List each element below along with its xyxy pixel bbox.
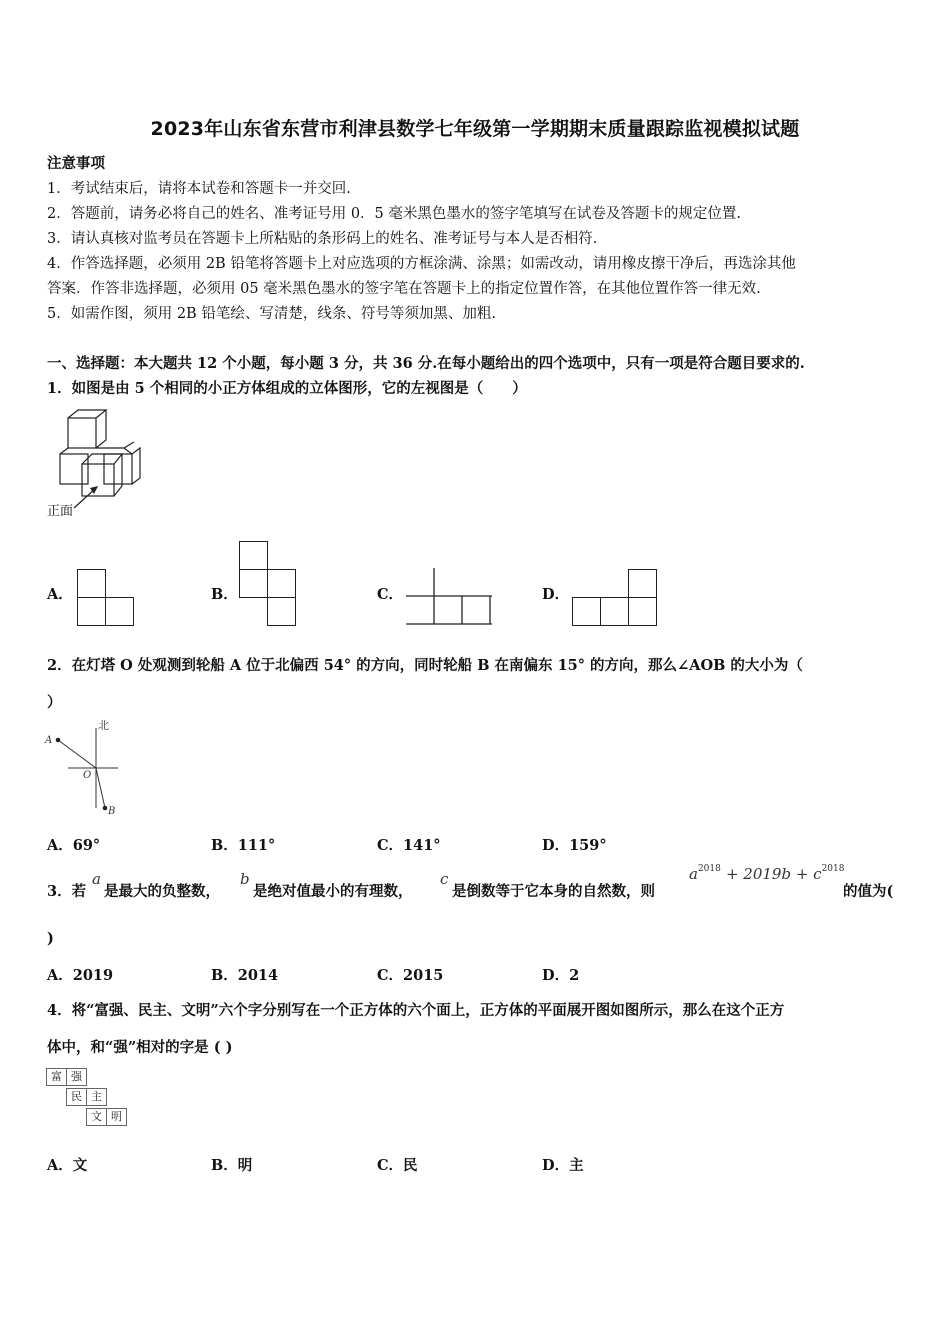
q2-point-o-label: O (83, 770, 92, 781)
q4-option-d[interactable]: D．主 (542, 1157, 584, 1174)
q4-cell: 强 (66, 1068, 87, 1086)
q3-option-c[interactable]: C．2015 (377, 967, 444, 984)
q4-cell: 富 (46, 1068, 67, 1086)
q1-option-c-label[interactable]: C． (377, 586, 404, 603)
q1-figure-label: 正面 (47, 504, 74, 519)
q1-option-a-label[interactable]: A． (47, 586, 73, 603)
q2-option-a[interactable]: A．69° (47, 837, 101, 854)
q4-option-a[interactable]: A．文 (47, 1157, 88, 1174)
q3-var-b: b (240, 870, 250, 888)
q4-option-c[interactable]: C．民 (377, 1157, 418, 1174)
page-title: 2023年山东省东营市利津县数学七年级第一学期期末质量跟踪监视模拟试题 (150, 118, 800, 140)
q3-expr-mid: + 2019b + c (725, 865, 822, 883)
q3-option-a[interactable]: A．2019 (47, 967, 114, 984)
q3-stem-cont: ) (47, 930, 54, 947)
section-heading: 一、选择题：本大题共 12 个小题，每小题 3 分，共 36 分.在每小题给出的四个选项中，只有一项是符合题目要求的. (47, 355, 805, 372)
q3-var-a: a (92, 870, 101, 888)
notice-item: 1．考试结束后，请将本试卷和答题卡一并交回. (47, 181, 351, 197)
q3-stem-part2: 是最大的负整数， (104, 883, 220, 900)
q2-option-b[interactable]: B．111° (211, 837, 276, 854)
q2-compass-figure (42, 716, 128, 818)
notice-item: 3．请认真核对监考员在答题卡上所粘贴的条形码上的姓名、准考证号与本人是否相符. (47, 231, 598, 247)
q4-option-b[interactable]: B．明 (211, 1157, 253, 1174)
q3-var-c: c (440, 870, 449, 888)
q1-option-c-figure (404, 566, 496, 628)
q2-point-a-label: A (45, 735, 53, 746)
q3-stem-part1: 3．若 (47, 883, 87, 900)
notice-item: 5．如需作图，须用 2B 铅笔绘、写清楚，线条、符号等须加黑、加粗. (47, 306, 496, 322)
notice-item: 2．答题前，请务必将自己的姓名、准考证号用 0．5 毫米黑色墨水的签字笔填写在试卷及答题卡的规定位置. (47, 206, 741, 222)
q1-stem: 1．如图是由 5 个相同的小正方体组成的立体图形，它的左视图是（ ） (47, 380, 527, 397)
q2-option-c[interactable]: C．141° (377, 837, 441, 854)
q4-cell: 主 (86, 1088, 107, 1106)
q3-option-d[interactable]: D．2 (542, 967, 580, 984)
notice-heading: 注意事项 (47, 155, 105, 172)
q4-cell: 文 (86, 1108, 107, 1126)
q3-stem-part4: 是倒数等于它本身的自然数，则 (452, 883, 655, 900)
q3-stem-part5: 的值为( (843, 883, 894, 900)
q4-cell: 明 (106, 1108, 127, 1126)
q1-option-d-label[interactable]: D． (542, 586, 570, 603)
q3-expression (689, 864, 844, 883)
q3-exp2: 2018 (821, 864, 845, 874)
q3-stem-part3: 是绝对值最小的有理数， (253, 883, 413, 900)
q4-stem-cont: 体中，和“强”相对的字是 ( ) (47, 1039, 233, 1056)
notice-item: 4．作答选择题，必须用 2B 铅笔将答题卡上对应选项的方框涂满、涂黑；如需改动，请用橡皮擦干净后，再选涂其他 (47, 256, 796, 272)
q2-stem: 2．在灯塔 O 处观测到轮船 A 位于北偏西 54° 的方向，同时轮船 B 在南偏东 15° 的方向，那么∠AOB 的大小为（ (47, 657, 803, 674)
q3-option-b[interactable]: B．2014 (211, 967, 279, 984)
q3-expr-a: a (689, 865, 698, 883)
q2-stem-cont: ） (47, 694, 62, 711)
q4-stem: 4．将“富强、民主、文明”六个字分别写在一个正方体的六个面上，正方体的平面展开图如图所示，那么在这个正方 (47, 1002, 785, 1019)
q4-cell: 民 (66, 1088, 87, 1106)
q1-option-b-label[interactable]: B． (211, 586, 238, 603)
q2-north-label: 北 (98, 719, 109, 732)
q3-exp1: 2018 (697, 864, 721, 874)
q2-option-d[interactable]: D．159° (542, 837, 607, 854)
notice-item: 答案．作答非选择题，必须用 05 毫米黑色墨水的签字笔在答题卡上的指定位置作答，在其他位置作答一律无效. (47, 281, 761, 297)
q2-point-b-label: B (108, 806, 116, 817)
